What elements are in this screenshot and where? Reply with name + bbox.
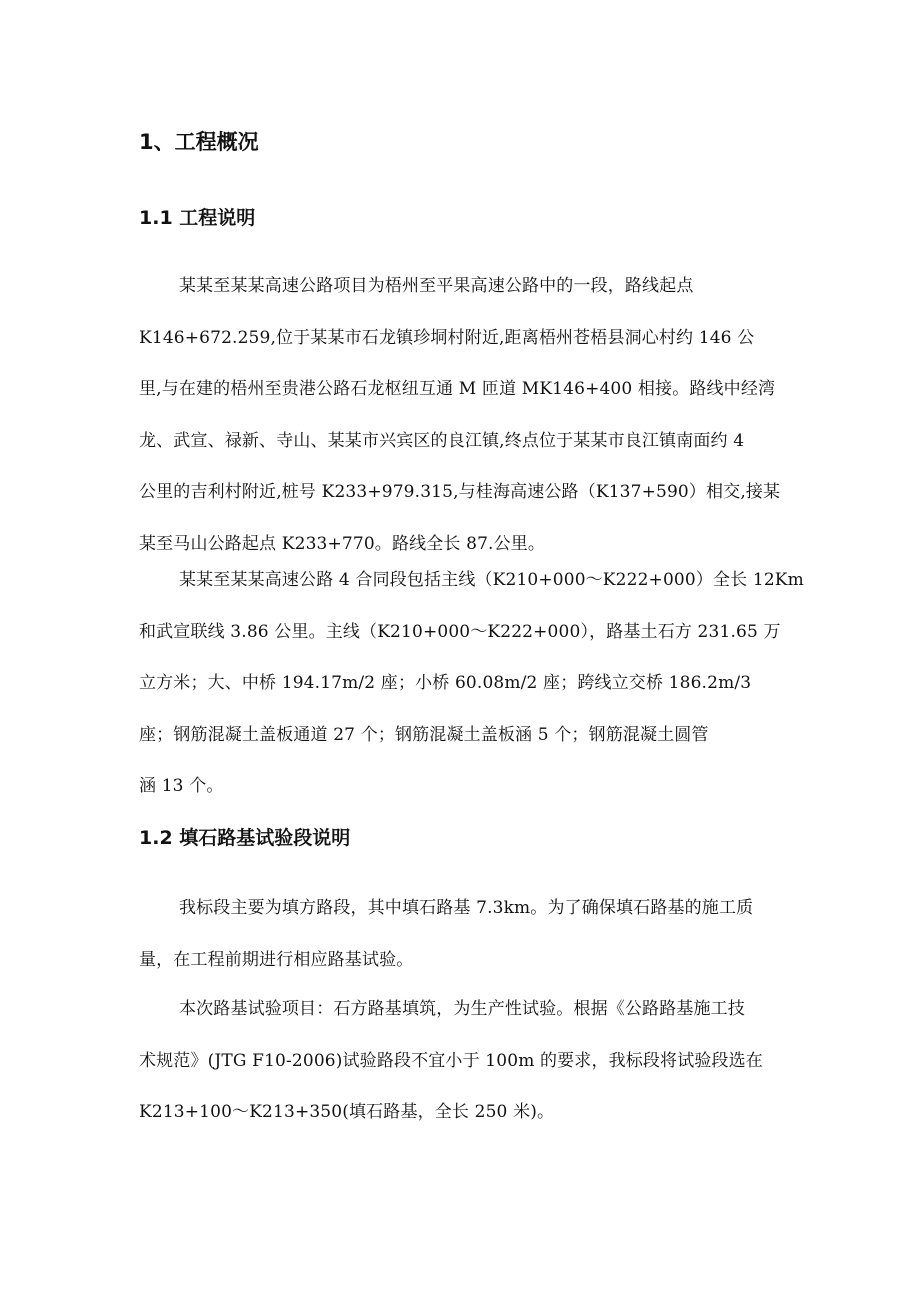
- test-section-intro-paragraph: [139, 883, 789, 986]
- paragraph-line: 龙、武宣、禄新、寺山、某某市兴宾区的良江镇,终点位于某某市良江镇南面约 4: [139, 430, 745, 451]
- paragraph-line: 立方米；大、中桥 194.17m/2 座；小桥 60.08m/2 座；跨线立交桥 186.2m/3: [139, 673, 752, 693]
- paragraph-line: 术规范》(JTG F10-2006)试验路段不宜小于 100m 的要求，我标段将试验段选在: [139, 1050, 763, 1071]
- paragraph-line: 座；钢筋混凝土盖板通道 27 个；钢筋混凝土盖板涵 5 个；钢筋混凝土圆管: [139, 724, 709, 745]
- paragraph-line: 涵 13 个。: [139, 776, 224, 796]
- paragraph-line: 我标段主要为填方路段，其中填石路基 7.3km。为了确保填石路基的施工质: [179, 898, 754, 918]
- paragraph-line: 某至马山公路起点 K233+770。路线全长 87.公里。: [139, 533, 546, 554]
- paragraph-line: K213+100～K213+350(填石路基，全长 250 米)。: [139, 1102, 555, 1122]
- section-1-2-heading: 1.2 填石路基试验段说明: [139, 827, 351, 849]
- paragraph-line: 某某至某某高速公路 4 合同段包括主线（K210+000～K222+000）全长 12Km: [179, 570, 804, 590]
- project-description-paragraph: [139, 261, 789, 570]
- paragraph-line: 量，在工程前期进行相应路基试验。: [139, 949, 414, 970]
- test-project-paragraph: [139, 984, 789, 1139]
- paragraph-line: 和武宣联线 3.86 公里。主线（K210+000～K222+000），路基土石方 231.65 万: [139, 621, 781, 642]
- paragraph-line: 公里的吉利村附近,桩号 K233+979.315,与桂海高速公路（K137+590）相交,接某: [139, 482, 781, 502]
- paragraph-line: 本次路基试验项目：石方路基填筑，为生产性试验。根据《公路路基施工技: [179, 999, 745, 1019]
- paragraph-line: 里,与在建的梧州至贵港公路石龙枢纽互通 M 匝道 MK146+400 相接。路线中经湾: [139, 379, 776, 399]
- paragraph-line: 某某至某某高速公路项目为梧州至平果高速公路中的一段，路线起点: [179, 276, 694, 296]
- section-1-1-heading: 1.1 工程说明: [139, 207, 256, 229]
- contract-scope-paragraph: [139, 555, 804, 813]
- paragraph-line: K146+672.259,位于某某市石龙镇珍垌村附近,距离梧州苍梧县洞心村约 146 公: [139, 327, 755, 348]
- section-1-heading: 1、工程概况: [139, 130, 259, 154]
